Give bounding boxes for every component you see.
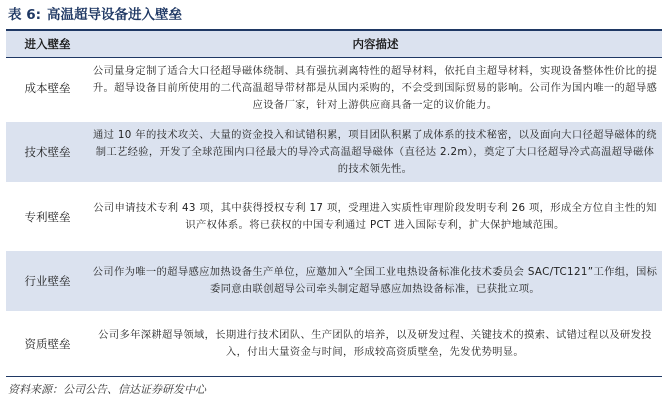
row-label: 成本壁垒 (24, 81, 71, 95)
row-content: 公司量身定制了适合大口径超导磁体绕制、具有强抗剥离特性的超导材料，依托自主超导材料，实现设备整体性价比的提升。超导设备目前所使用的二代高温超导带材都是从国内采购的，不会受到国际贸易的影响。公司作为国内唯一的超导感应设备厂家，针对上游供应商具备一定的议价能力。 (92, 64, 658, 111)
table-header (6, 29, 662, 58)
table-bottom-rule (6, 376, 662, 377)
source-note: 资料来源：公司公告、信达证券研发中心 (8, 383, 206, 396)
row-content: 公司作为唯一的超导感应加热设备生产单位，应邀加入“全国工业电热设备标准化技术委员会 SAC/TC121”工作组，国标委同意由联创超导公司牵头制定超导感应加热设备标准，已获批立项。 (92, 266, 658, 295)
header-description: 内容描述 (352, 37, 399, 51)
row-label: 技术壁垒 (24, 145, 71, 159)
table-row-qualification (6, 315, 662, 373)
table-title (8, 4, 182, 26)
row-label: 资质壁垒 (24, 337, 71, 351)
table-row-industry (6, 251, 662, 311)
table-number: 表 6: (8, 7, 41, 23)
row-content: 公司多年深耕超导领域，长期进行技术团队、生产团队的培养，以及研发过程、关键技术的摸索、试错过程以及研发投入，付出大量资金与时间，形成较高资质壁垒，先发优势明显。 (98, 329, 652, 358)
table-row-cost (6, 58, 662, 118)
row-label: 行业壁垒 (24, 274, 71, 288)
row-label: 专利壁垒 (24, 210, 71, 224)
header-barrier: 进入壁垒 (24, 37, 71, 51)
row-content: 公司申请技术专利 43 项，其中获得授权专利 17 项，受理进入实质性审理阶段发明专利 26 项，形成全方位自主性的知识产权体系。将已获权的中国专利通过 PCT 进入国际专利，扩大保护地域范围。 (93, 202, 657, 231)
row-content: 通过 10 年的技术攻关、大量的资金投入和试错积累，项目团队积累了成体系的技术秘密，以及面向大口径超导磁体的绕制工艺经验，开发了全球范围内口径最大的导冷式高温超导磁体（直径达 2.2m），奠定了大口径超导冷式高温超导磁体的技术领先性。 (92, 128, 658, 175)
table-row-patent (6, 187, 662, 247)
table-row-tech (6, 122, 662, 182)
table-title-text: 高温超导设备进入壁垒 (47, 7, 182, 23)
